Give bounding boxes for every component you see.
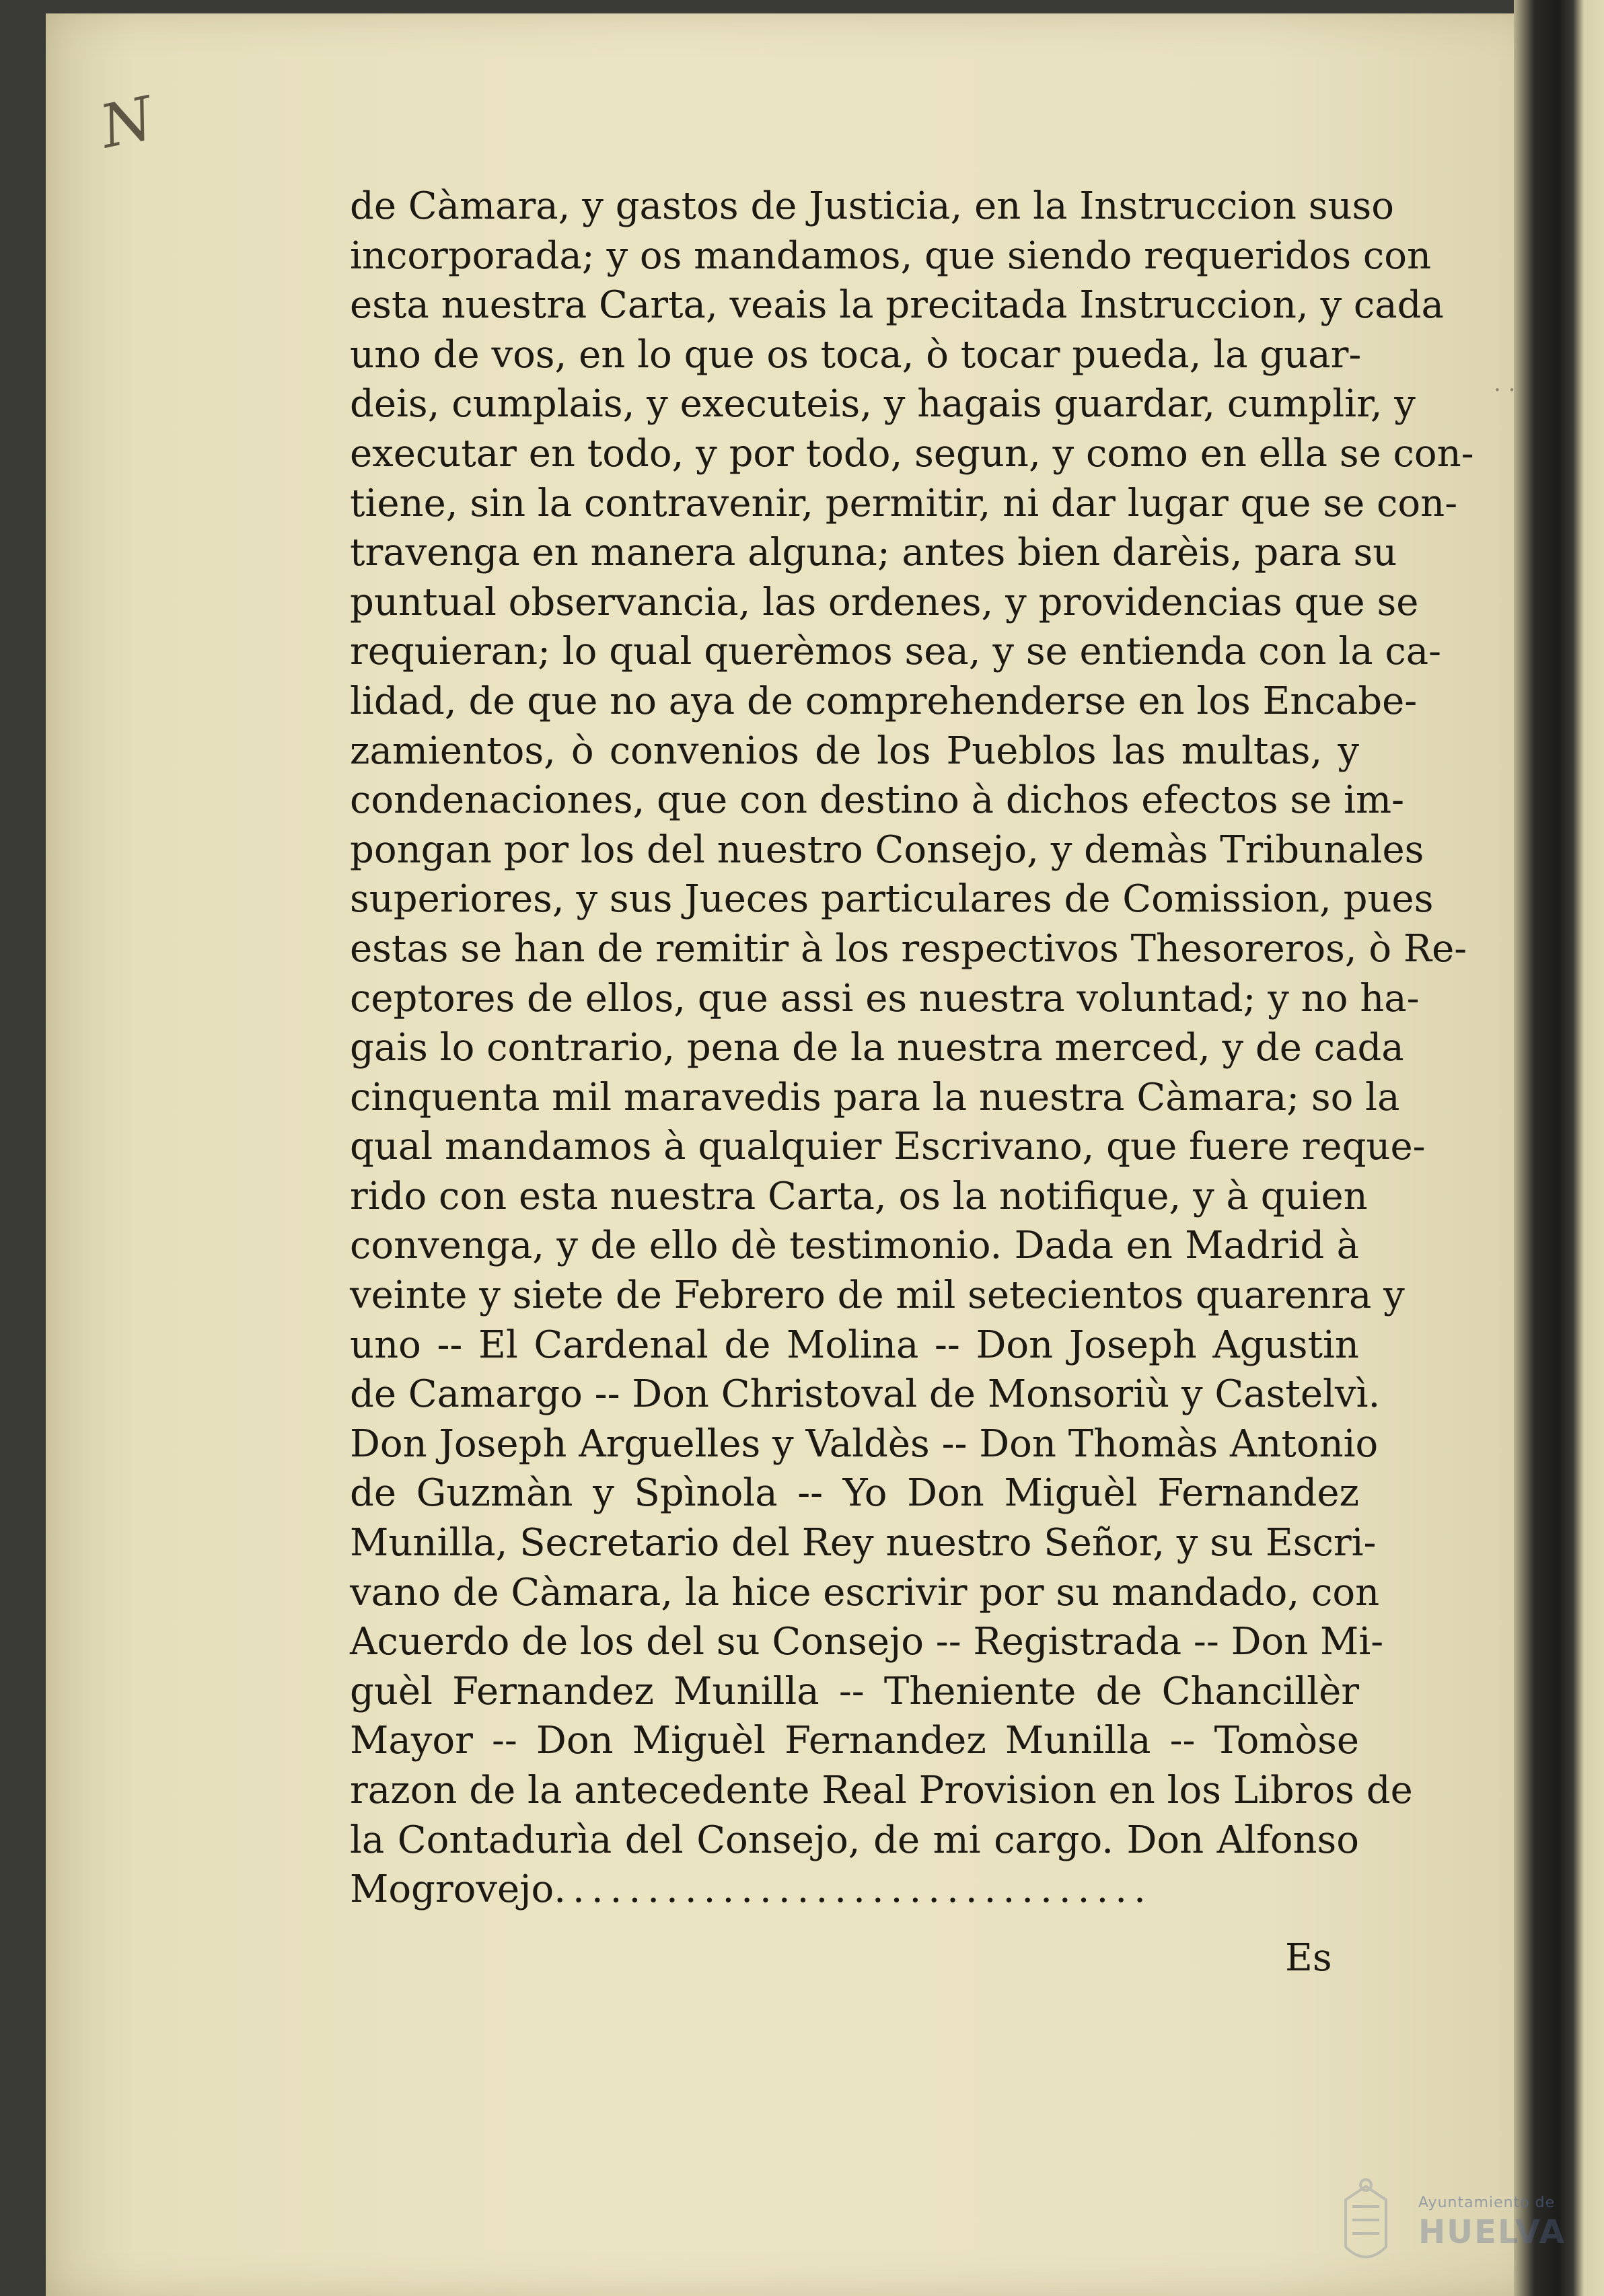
text-line: travenga en manera alguna; antes bien darèis, para su: [350, 531, 1397, 575]
text-line-final: [350, 1865, 1359, 1915]
text-line: requieran; lo qual querèmos sea, y se entienda con la ca-: [350, 630, 1442, 674]
text-line: incorporada; y os mandamos, que siendo requeridos con: [350, 233, 1432, 278]
text-line: lidad, de que no aya de comprehenderse en los Encabe-: [350, 679, 1418, 723]
text-line: la Contadurìa del Consejo, de mi cargo. Don Alfonso: [350, 1818, 1359, 1862]
text-line: pongan por los del nuestro Consejo, y demàs Tribunales: [350, 827, 1424, 872]
text-line: uno de vos, en lo que os toca, ò tocar pueda, la guar-: [350, 332, 1362, 377]
text-line: gais lo contrario, pena de la nuestra merced, y de cada: [350, 1026, 1404, 1070]
text-line: de Camargo -- Don Christoval de Monsoriù y Castelvì.: [350, 1372, 1381, 1417]
text-line: esta nuestra Carta, veais la precitada Instruccion, y cada: [350, 283, 1444, 328]
text-line: qual mandamos à qualquier Escrivano, que fuere reque-: [350, 1125, 1426, 1169]
text-line: rido con esta nuestra Carta, os la notifique, y à quien: [350, 1174, 1368, 1218]
text-line: guèl Fernandez Munilla -- Theniente de Chancillèr: [350, 1669, 1359, 1713]
text-line: veinte y siete de Febrero de mil setecientos quarenra y: [350, 1273, 1405, 1318]
text-line: estas se han de remitir à los respectivos Thesoreros, ò Re-: [350, 926, 1467, 971]
text-line: vano de Càmara, la hice escrivir por su mandado, con: [350, 1570, 1380, 1615]
text-line: condenaciones, que con destino à dichos efectos se im-: [350, 778, 1405, 823]
archive-mark-letter: N: [94, 82, 162, 162]
text-line: razon de la antecedente Real Provision en los Libros de: [350, 1769, 1413, 1812]
catchword: Es: [1285, 1936, 1332, 1980]
signatory-name: Mogrovejo: [350, 1867, 554, 1912]
margin-specks: · ·: [1494, 377, 1516, 404]
text-line: zamientos, ò convenios de los Pueblos las multas, y: [350, 729, 1359, 773]
text-line: cinquenta mil maravedis para la nuestra Càmara; so la: [350, 1075, 1400, 1119]
text-line: puntual observancia, las ordenes, y providencias que se: [350, 580, 1419, 624]
text-line: superiores, y sus Jueces particulares de Comission, pues: [350, 877, 1434, 922]
adjacent-page-edge: [1560, 0, 1604, 2296]
text-line: Don Joseph Arguelles y Valdès -- Don Thomàs Antonio: [350, 1421, 1379, 1466]
text-line: de Guzmàn y Spìnola -- Yo Don Miguèl Fernandez: [350, 1471, 1359, 1516]
stamp-city: HUELVA: [1418, 2213, 1566, 2251]
text-line: ceptores de ellos, que assi es nuestra voluntad; y no ha-: [350, 976, 1420, 1021]
text-line: deis, cumplais, y executeis, y hagais guardar, cumplir, y: [350, 382, 1416, 427]
book-gutter: [1514, 0, 1560, 2296]
document-body-text: [350, 182, 1474, 1915]
dotted-leader: ................................: [554, 1867, 1153, 1912]
stamp-institution: Ayuntamiento de: [1418, 2194, 1556, 2211]
text-line: de Càmara, y gastos de Justicia, en la Instruccion suso: [350, 184, 1395, 228]
text-line: Mayor -- Don Miguèl Fernandez Munilla -- Tomòse: [350, 1719, 1359, 1763]
text-line: executar en todo, y por todo, segun, y como en ella se con-: [350, 431, 1474, 476]
text-line: tiene, sin la contravenir, permitir, ni dar lugar que se con-: [350, 481, 1458, 525]
text-line: convenga, y de ello dè testimonio. Dada en Madrid à: [350, 1224, 1359, 1268]
text-line: uno -- El Cardenal de Molina -- Don Joseph Agustin: [350, 1323, 1359, 1367]
text-line: Munilla, Secretario del Rey nuestro Señor, y su Escri-: [350, 1521, 1377, 1565]
text-line: Acuerdo de los del su Consejo -- Registrada -- Don Mi-: [350, 1620, 1384, 1664]
